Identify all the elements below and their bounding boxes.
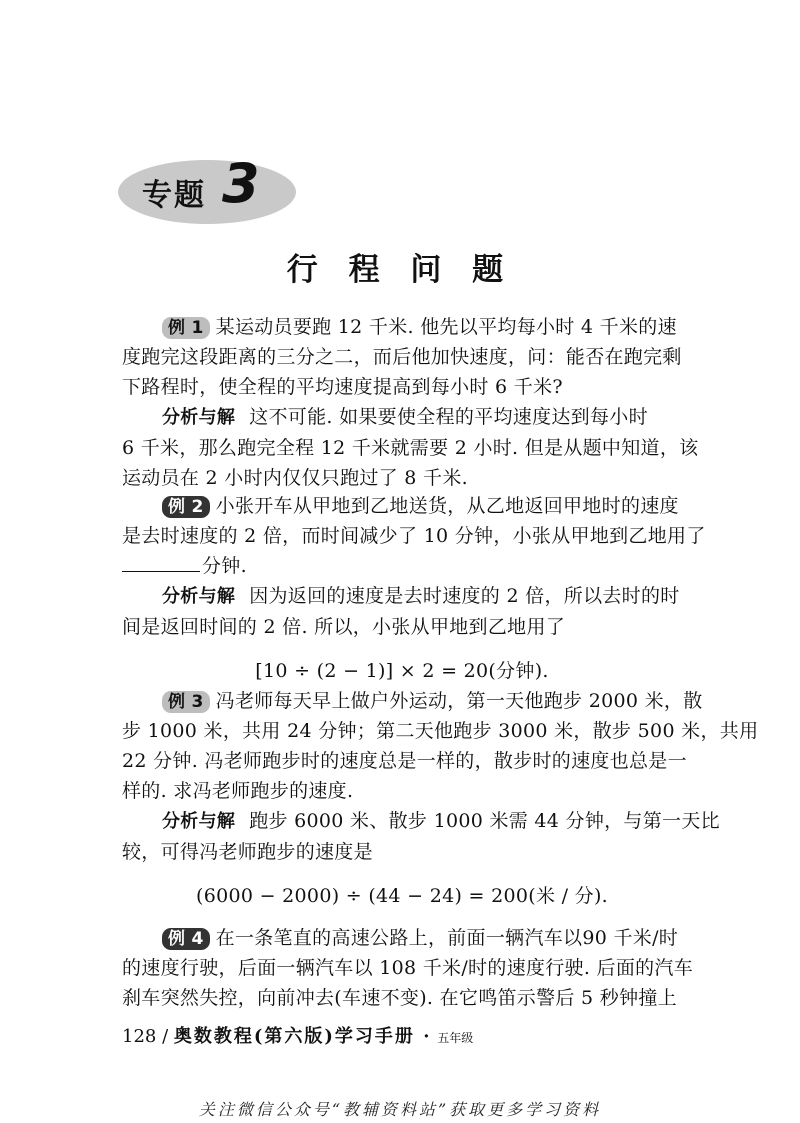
example-1-line-3: 下路程时，使全程的平均速度提高到每小时 6 千米? xyxy=(122,376,563,398)
example-2 xyxy=(122,491,706,686)
example-3-line-2: 步 1000 米，共用 24 分钟；第二天他跑步 3000 米，散步 500 米，共用 xyxy=(122,720,759,742)
example-3-tag: 例 3 xyxy=(162,691,210,713)
example-3-line-4: 样的. 求冯老师跑步的速度. xyxy=(122,780,354,802)
example-4-line-2: 的速度行驶，后面一辆汽车以 108 千米/时的速度行驶. 后面的汽车 xyxy=(122,957,694,979)
example-3-line-1: 冯老师每天早上做户外运动，第一天他跑步 2000 米，散 xyxy=(215,690,703,712)
example-1-answer-label: 分析与解 xyxy=(162,407,236,428)
example-4 xyxy=(122,923,694,1013)
watermark-text: 关注微信公众号“教辅资料站”获取更多学习资料 xyxy=(198,1100,602,1119)
example-4-line-3: 刹车突然失控，向前冲去(车速不变). 在它鸣笛示警后 5 秒钟撞上 xyxy=(122,987,677,1009)
example-3 xyxy=(122,686,759,911)
book-title: 奥数教程(第六版)学习手册 · xyxy=(173,1026,432,1047)
example-1-answer-line-3: 运动员在 2 小时内仅仅只跑过了 8 千米. xyxy=(122,467,468,489)
example-2-formula: [10 ÷ (2 − 1)] × 2 = 20(分钟). xyxy=(255,660,549,682)
example-2-line-1: 小张开车从甲地到乙地送货，从乙地返回甲地时的速度 xyxy=(215,495,679,517)
example-3-line-3: 22 分钟. 冯老师跑步时的速度总是一样的，散步时的速度也总是一 xyxy=(122,750,687,772)
example-1-answer-line-2: 6 千米，那么跑完全程 12 千米就需要 2 小时. 但是从题中知道，该 xyxy=(122,437,699,459)
example-1-answer-line-1: 这不可能. 如果要使全程的平均速度达到每小时 xyxy=(249,406,648,428)
page-number: 128 / xyxy=(122,1026,169,1047)
example-2-answer-line-1: 因为返回的速度是去时速度的 2 倍，所以去时的时 xyxy=(249,585,680,607)
chapter-label: 专题 xyxy=(142,178,206,213)
example-4-tag: 例 4 xyxy=(162,928,210,950)
example-3-answer-label: 分析与解 xyxy=(162,811,236,832)
example-1-line-2: 度跑完这段距离的三分之二，而后他加快速度，问：能否在跑完剩 xyxy=(122,346,682,368)
example-3-answer-line-1: 跑步 6000 米、散步 1000 米需 44 分钟，与第一天比 xyxy=(249,810,720,832)
grade-label: 五年级 xyxy=(437,1031,474,1045)
example-2-line-2: 是去时速度的 2 倍，而时间减少了 10 分钟，小张从甲地到乙地用了 xyxy=(122,525,706,547)
example-2-tag: 例 2 xyxy=(162,496,210,518)
example-1 xyxy=(122,312,699,493)
example-2-answer-label: 分析与解 xyxy=(162,586,236,607)
answer-blank xyxy=(122,551,200,572)
example-1-tag: 例 1 xyxy=(162,317,210,339)
example-4-line-1: 在一条笔直的高速公路上，前面一辆汽车以90 千米/时 xyxy=(215,927,679,949)
page-footer xyxy=(122,1022,473,1048)
example-3-answer-line-2: 较，可得冯老师跑步的速度是 xyxy=(122,841,373,863)
page-title: 行 程 问 题 xyxy=(286,252,514,288)
example-2-line-3: 分钟. xyxy=(202,555,247,577)
chapter-number: 3 xyxy=(222,152,260,215)
example-1-line-1: 某运动员要跑 12 千米. 他先以平均每小时 4 千米的速 xyxy=(215,316,677,338)
example-2-answer-line-2: 间是返回时间的 2 倍. 所以，小张从甲地到乙地用了 xyxy=(122,616,566,638)
example-3-formula: (6000 − 2000) ÷ (44 − 24) = 200(米 / 分). xyxy=(195,885,609,907)
